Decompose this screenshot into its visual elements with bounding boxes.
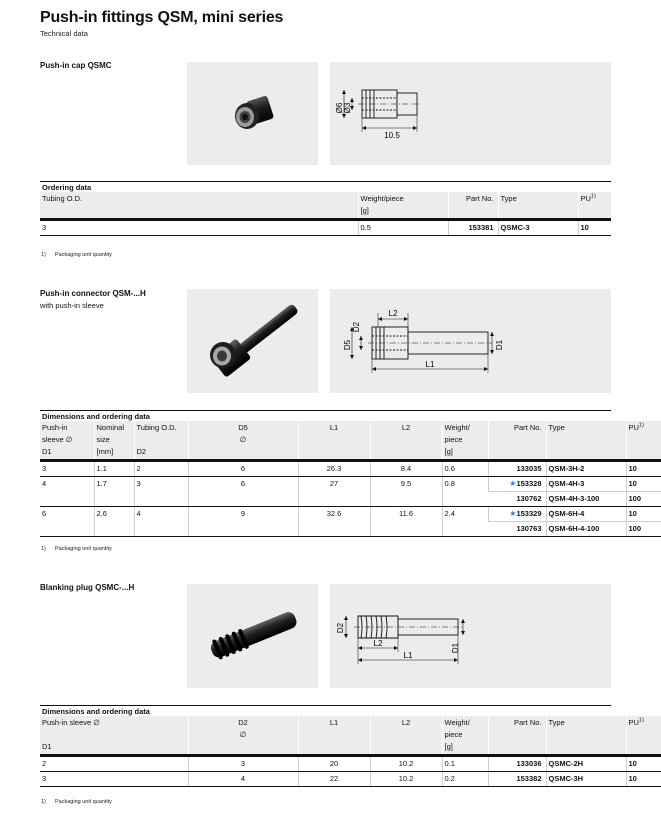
col-header-weight: Weight/ piece [g]: [442, 421, 488, 459]
dim-label-l2: L2: [373, 639, 383, 648]
dim-label-d3: Ø3: [343, 102, 352, 114]
footnote: 1) Packaging unit quantity: [41, 546, 112, 552]
footnote: 1) Packaging unit quantity: [41, 799, 112, 805]
col-header-weight: Weight/piece [g]: [358, 192, 448, 218]
footnote: 1) Packaging unit quantity: [41, 252, 112, 258]
dimensions-table-3: [40, 705, 644, 787]
dim-label-d1: D1: [451, 642, 460, 654]
col-header-push-in-sleeve: Push-in sleeve ∅ D1: [40, 716, 188, 754]
dim-label-d6: Ø6: [335, 102, 344, 114]
star-icon: ★: [509, 479, 517, 488]
table-row: 4 1.7 3 6 27 9.5 0.8 ★153328 QSM-4H-3 10: [40, 477, 661, 492]
table-row: 3 0.5 153381 QSMC-3 10: [40, 221, 611, 236]
table-row: 3 4 22 10.2 0.2 153382 QSMC-3H 10: [40, 772, 661, 787]
table-row: 3 1.1 2 6 26.3 8.4 0.6 133035 QSM-3H-2 10: [40, 462, 661, 477]
dim-label-l2: L2: [388, 309, 398, 318]
section-title-blanking-plug: Blanking plug QSMC-...H: [40, 583, 135, 592]
technical-drawing-blanking-plug: [330, 584, 611, 688]
product-photo-push-in-connector: [187, 289, 318, 393]
technical-drawing-push-in-cap: [330, 62, 611, 165]
dim-label-l1: L1: [425, 360, 435, 369]
table-row: 130762 QSM-4H-3-100 100: [40, 492, 661, 507]
col-header-pu: PU$^{1)}$: [626, 716, 661, 754]
table-row: 6 2.6 4 9 32.6 11.6 2.4 ★153329 QSM-6H-4 10: [40, 507, 661, 522]
col-header-type: Type: [546, 421, 626, 459]
col-header-tubing-od: Tubing O.D.: [40, 192, 358, 218]
ordering-data-table-1: [40, 181, 611, 236]
technical-drawing-push-in-connector: [330, 289, 611, 393]
dim-label-d1: D1: [495, 339, 504, 351]
col-header-pu: PU$^{1)}$: [626, 421, 661, 459]
col-header-type: Type: [498, 192, 578, 218]
page-subtitle: Technical data: [40, 29, 88, 38]
product-photo-push-in-cap: [187, 62, 318, 165]
table-title: Ordering data: [40, 181, 611, 192]
col-header-weight: Weight/ piece [g]: [442, 716, 488, 754]
push-in-connector-illustration: [187, 289, 318, 393]
col-header-push-in-sleeve: Push-in sleeve ∅ D1: [40, 421, 94, 459]
col-header-part-no: Part No.: [488, 421, 546, 459]
dim-label-d2: D2: [336, 622, 345, 634]
dim-label-length: 10.5: [384, 131, 400, 140]
col-header-nominal-size: Nominal size [mm]: [94, 421, 134, 459]
dimensions-table-2: [40, 410, 644, 537]
col-header-part-no: Part No.: [488, 716, 546, 754]
col-header-l2: L2: [370, 716, 442, 754]
blanking-plug-dimension-drawing: [330, 584, 611, 688]
blanking-plug-illustration: [187, 584, 318, 688]
push-in-cap-illustration: [187, 62, 318, 165]
section-subtitle: with push-in sleeve: [40, 301, 104, 310]
col-header-l2: L2: [370, 421, 442, 459]
col-header-d5: D5 ∅: [188, 421, 298, 459]
col-header-pu: PU$^{1)}$: [578, 192, 611, 218]
col-header-l1: L1: [298, 421, 370, 459]
star-icon: ★: [509, 509, 517, 518]
section-title-push-in-cap: Push-in cap QSMC: [40, 61, 112, 70]
push-in-connector-dimension-drawing: [330, 289, 611, 393]
col-header-type: Type: [546, 716, 626, 754]
col-header-d2: D2 ∅: [188, 716, 298, 754]
dim-label-d2: D2: [352, 321, 361, 333]
push-in-cap-dimension-drawing: [330, 62, 611, 165]
col-header-tubing-od: Tubing O.D. D2: [134, 421, 188, 459]
product-photo-blanking-plug: [187, 584, 318, 688]
table-row: 2 3 20 10.2 0.1 133036 QSMC-2H 10: [40, 757, 661, 772]
section-title-push-in-connector: Push-in connector QSM-...H: [40, 289, 146, 298]
page-title: Push-in fittings QSM, mini series: [40, 9, 284, 26]
table-row: 130763 QSM-6H-4-100 100: [40, 522, 661, 537]
dim-label-d5: D5: [343, 339, 352, 351]
table-title: Dimensions and ordering data: [40, 705, 611, 716]
col-header-l1: L1: [298, 716, 370, 754]
col-header-part-no: Part No.: [448, 192, 498, 218]
dim-label-l1: L1: [403, 651, 413, 660]
table-title: Dimensions and ordering data: [40, 410, 611, 421]
